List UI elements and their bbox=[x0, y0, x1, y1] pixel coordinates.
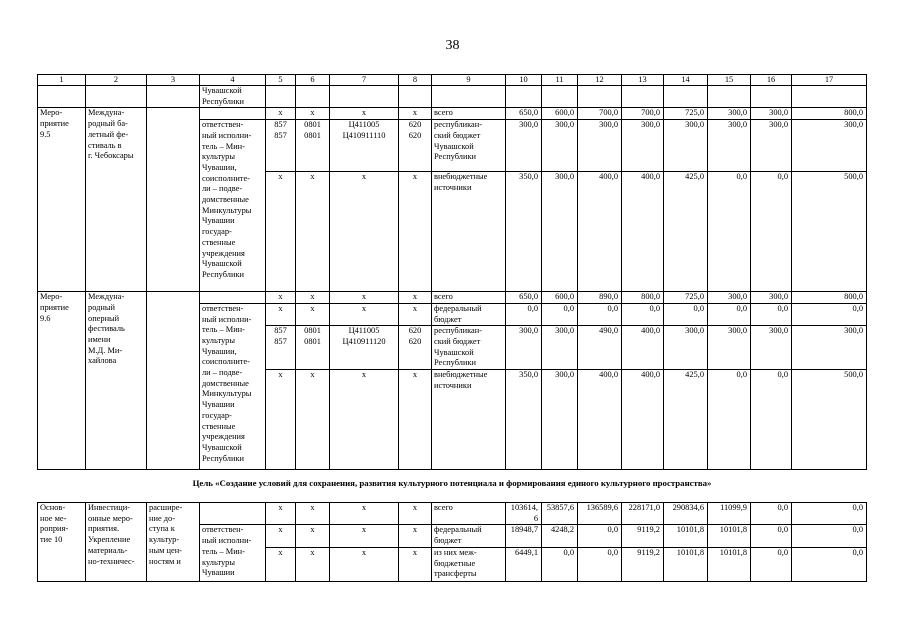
amount-cell: 18948,7 bbox=[506, 525, 542, 547]
amount-cell: 500,0 bbox=[792, 172, 867, 292]
target-article-cell: x bbox=[330, 108, 399, 120]
amount-cell: 400,0 bbox=[622, 370, 664, 470]
amount-cell: 400,0 bbox=[622, 326, 664, 370]
section-cell: x bbox=[296, 292, 330, 304]
amount-cell: 300,0 bbox=[664, 326, 708, 370]
om10-row bbox=[38, 503, 867, 525]
executor-cell: ответствен- ный исполни- тель – Мин- культуры Чувашии, соисполните- ли – подве- домственные Минкультуры Чувашии государ- ственные учреждения Чувашской Республики bbox=[200, 303, 266, 469]
measure-name-cell: Междуна- родный ба- летный фе- стиваль в г. Чебоксары bbox=[86, 108, 147, 292]
funding-source-cell: всего bbox=[432, 108, 506, 120]
expense-group-cell: 620 620 bbox=[399, 326, 432, 370]
amount-cell: 300,0 bbox=[542, 326, 578, 370]
amount-cell: 400,0 bbox=[578, 172, 622, 292]
table-cell bbox=[399, 86, 432, 108]
page-number: 38 bbox=[445, 38, 460, 53]
table-cell bbox=[664, 86, 708, 108]
amount-cell: 103614,6 bbox=[506, 503, 542, 525]
table-cell bbox=[578, 86, 622, 108]
amount-cell: 300,0 bbox=[708, 326, 751, 370]
goal-cell: расшире- ние до- ступа к культур- ным цен- ностям и bbox=[147, 503, 200, 582]
section-cell: x bbox=[296, 503, 330, 525]
amount-cell: 300,0 bbox=[542, 172, 578, 292]
table-cell bbox=[147, 86, 200, 108]
amount-cell: 425,0 bbox=[664, 172, 708, 292]
amount-cell: 700,0 bbox=[578, 108, 622, 120]
grbs-cell: x bbox=[266, 172, 296, 292]
expense-group-cell: x bbox=[399, 172, 432, 292]
column-header: 4 bbox=[200, 75, 266, 86]
amount-cell: 0,0 bbox=[542, 547, 578, 581]
target-article-cell: x bbox=[330, 525, 399, 547]
amount-cell: 300,0 bbox=[751, 120, 792, 172]
amount-cell: 0,0 bbox=[542, 303, 578, 325]
funding-source-cell: из них меж- бюджетные трансферты bbox=[432, 547, 506, 581]
section-cell: x bbox=[296, 525, 330, 547]
amount-cell: 0,0 bbox=[751, 172, 792, 292]
table-cell bbox=[266, 86, 296, 108]
column-header: 7 bbox=[330, 75, 399, 86]
expense-group-cell: x bbox=[399, 370, 432, 470]
table-cell bbox=[147, 108, 200, 292]
section-cell: 0801 0801 bbox=[296, 326, 330, 370]
amount-cell: 300,0 bbox=[708, 292, 751, 304]
grbs-cell: x bbox=[266, 370, 296, 470]
amount-cell: 650,0 bbox=[506, 292, 542, 304]
column-header: 17 bbox=[792, 75, 867, 86]
amount-cell: 6449,1 bbox=[506, 547, 542, 581]
grbs-cell: x bbox=[266, 547, 296, 581]
column-header: 6 bbox=[296, 75, 330, 86]
section-cell: x bbox=[296, 108, 330, 120]
amount-cell: 0,0 bbox=[792, 547, 867, 581]
column-header: 14 bbox=[664, 75, 708, 86]
amount-cell: 0,0 bbox=[578, 547, 622, 581]
amount-cell: 300,0 bbox=[622, 120, 664, 172]
measure-name-cell: Междуна- родный оперный фестиваль имени М.Д. Ми- хайлова bbox=[86, 292, 147, 470]
target-article-cell: Ц411005 Ц410911110 bbox=[330, 120, 399, 172]
grbs-cell: x bbox=[266, 525, 296, 547]
grbs-cell: x bbox=[266, 108, 296, 120]
amount-cell: 0,0 bbox=[792, 303, 867, 325]
table-cell bbox=[751, 86, 792, 108]
amount-cell: 10101,8 bbox=[708, 547, 751, 581]
executor-cell bbox=[200, 108, 266, 120]
grbs-cell: 857 857 bbox=[266, 326, 296, 370]
amount-cell: 300,0 bbox=[708, 108, 751, 120]
amount-cell: 9119,2 bbox=[622, 547, 664, 581]
column-header: 13 bbox=[622, 75, 664, 86]
target-article-cell: x bbox=[330, 370, 399, 470]
goal-row bbox=[38, 470, 867, 497]
continuation-row bbox=[38, 86, 867, 108]
table-cell bbox=[86, 86, 147, 108]
section-cell: x bbox=[296, 547, 330, 581]
column-header: 12 bbox=[578, 75, 622, 86]
amount-cell: 600,0 bbox=[542, 292, 578, 304]
grbs-cell: x bbox=[266, 503, 296, 525]
amount-cell: 425,0 bbox=[664, 370, 708, 470]
column-header: 11 bbox=[542, 75, 578, 86]
executor-cell: ответствен- ный исполни- тель – Мин- культуры Чувашии bbox=[200, 525, 266, 581]
amount-cell: 11099,9 bbox=[708, 503, 751, 525]
amount-cell: 500,0 bbox=[792, 370, 867, 470]
amount-cell: 300,0 bbox=[506, 120, 542, 172]
table-cell bbox=[147, 292, 200, 470]
expense-group-cell: x bbox=[399, 108, 432, 120]
amount-cell: 10101,8 bbox=[664, 547, 708, 581]
amount-cell: 350,0 bbox=[506, 172, 542, 292]
funding-source-cell: внебюджетные источники bbox=[432, 172, 506, 292]
column-header: 16 bbox=[751, 75, 792, 86]
expense-group-cell: x bbox=[399, 303, 432, 325]
table-cell bbox=[506, 86, 542, 108]
expense-group-cell: x bbox=[399, 547, 432, 581]
amount-cell: 0,0 bbox=[578, 525, 622, 547]
funding-source-cell: федеральный бюджет bbox=[432, 525, 506, 547]
m95-row bbox=[38, 108, 867, 120]
table-cell bbox=[38, 86, 86, 108]
executor-cell bbox=[200, 292, 266, 304]
measure-name-cell: Инвестици- онные меро- приятия. Укрепление материаль- но-техничес- bbox=[86, 503, 147, 582]
expense-group-cell: 620 620 bbox=[399, 120, 432, 172]
target-article-cell: x bbox=[330, 503, 399, 525]
section-cell: x bbox=[296, 172, 330, 292]
amount-cell: 300,0 bbox=[664, 120, 708, 172]
amount-cell: 9119,2 bbox=[622, 525, 664, 547]
amount-cell: 490,0 bbox=[578, 326, 622, 370]
amount-cell: 0,0 bbox=[622, 303, 664, 325]
table-cell bbox=[792, 86, 867, 108]
amount-cell: 0,0 bbox=[751, 303, 792, 325]
amount-cell: 725,0 bbox=[664, 292, 708, 304]
measure-number-cell: Меро- приятие 9.6 bbox=[38, 292, 86, 470]
expense-group-cell: x bbox=[399, 292, 432, 304]
amount-cell: 800,0 bbox=[792, 292, 867, 304]
target-article-cell: Ц411005 Ц410911120 bbox=[330, 326, 399, 370]
executor-cell: Чувашской Республики bbox=[200, 86, 266, 108]
amount-cell: 300,0 bbox=[751, 292, 792, 304]
executor-cell: ответствен- ный исполни- тель – Мин- культуры Чувашии, соисполните- ли – подве- домственные Минкультуры Чувашии государ- ственные учреждения Чувашской Республики bbox=[200, 120, 266, 292]
amount-cell: 300,0 bbox=[708, 120, 751, 172]
executor-cell bbox=[200, 503, 266, 525]
amount-cell: 300,0 bbox=[578, 120, 622, 172]
funding-source-cell: республикан- ский бюджет Чувашской Республики bbox=[432, 120, 506, 172]
amount-cell: 136589,6 bbox=[578, 503, 622, 525]
measure-number-cell: Меро- приятие 9.5 bbox=[38, 108, 86, 292]
target-article-cell: x bbox=[330, 292, 399, 304]
amount-cell: 300,0 bbox=[751, 108, 792, 120]
section-cell: x bbox=[296, 303, 330, 325]
column-header: 1 bbox=[38, 75, 86, 86]
amount-cell: 228171,0 bbox=[622, 503, 664, 525]
funding-source-cell: внебюджетные источники bbox=[432, 370, 506, 470]
amount-cell: 890,0 bbox=[578, 292, 622, 304]
amount-cell: 0,0 bbox=[751, 547, 792, 581]
amount-cell: 0,0 bbox=[792, 503, 867, 525]
amount-cell: 725,0 bbox=[664, 108, 708, 120]
amount-cell: 0,0 bbox=[708, 172, 751, 292]
amount-cell: 290834,6 bbox=[664, 503, 708, 525]
column-header: 9 bbox=[432, 75, 506, 86]
amount-cell: 300,0 bbox=[792, 326, 867, 370]
amount-cell: 300,0 bbox=[792, 120, 867, 172]
expense-group-cell: x bbox=[399, 503, 432, 525]
column-header: 5 bbox=[266, 75, 296, 86]
budget-table bbox=[37, 74, 867, 582]
amount-cell: 800,0 bbox=[622, 292, 664, 304]
expense-group-cell: x bbox=[399, 525, 432, 547]
table-cell bbox=[622, 86, 664, 108]
table-cell bbox=[708, 86, 751, 108]
amount-cell: 700,0 bbox=[622, 108, 664, 120]
funding-source-cell: всего bbox=[432, 503, 506, 525]
table-cell bbox=[542, 86, 578, 108]
amount-cell: 0,0 bbox=[751, 370, 792, 470]
table-cell bbox=[330, 86, 399, 108]
amount-cell: 10101,8 bbox=[708, 525, 751, 547]
table-cell bbox=[296, 86, 330, 108]
amount-cell: 4248,2 bbox=[542, 525, 578, 547]
amount-cell: 0,0 bbox=[664, 303, 708, 325]
amount-cell: 0,0 bbox=[792, 525, 867, 547]
amount-cell: 0,0 bbox=[751, 503, 792, 525]
amount-cell: 0,0 bbox=[578, 303, 622, 325]
grbs-cell: x bbox=[266, 303, 296, 325]
amount-cell: 800,0 bbox=[792, 108, 867, 120]
section-cell: x bbox=[296, 370, 330, 470]
column-header: 15 bbox=[708, 75, 751, 86]
amount-cell: 400,0 bbox=[578, 370, 622, 470]
target-article-cell: x bbox=[330, 547, 399, 581]
amount-cell: 350,0 bbox=[506, 370, 542, 470]
section-cell: 0801 0801 bbox=[296, 120, 330, 172]
funding-source-cell: всего bbox=[432, 292, 506, 304]
amount-cell: 600,0 bbox=[542, 108, 578, 120]
amount-cell: 0,0 bbox=[751, 525, 792, 547]
column-header: 10 bbox=[506, 75, 542, 86]
amount-cell: 10101,8 bbox=[664, 525, 708, 547]
m96-row bbox=[38, 292, 867, 304]
amount-cell: 300,0 bbox=[751, 326, 792, 370]
table-cell bbox=[432, 86, 506, 108]
amount-cell: 300,0 bbox=[542, 370, 578, 470]
funding-source-cell: федеральный бюджет bbox=[432, 303, 506, 325]
column-header: 2 bbox=[86, 75, 147, 86]
header-row bbox=[38, 75, 867, 86]
goal-heading: Цель «Создание условий для сохранения, развития культурного потенциала и формирования единого культурного пространства» bbox=[192, 478, 712, 489]
amount-cell: 400,0 bbox=[622, 172, 664, 292]
measure-number-cell: Основ- ное ме- роприя- тие 10 bbox=[38, 503, 86, 582]
amount-cell: 0,0 bbox=[506, 303, 542, 325]
amount-cell: 300,0 bbox=[542, 120, 578, 172]
amount-cell: 300,0 bbox=[506, 326, 542, 370]
target-article-cell: x bbox=[330, 172, 399, 292]
amount-cell: 0,0 bbox=[708, 303, 751, 325]
grbs-cell: 857 857 bbox=[266, 120, 296, 172]
amount-cell: 0,0 bbox=[708, 370, 751, 470]
amount-cell: 650,0 bbox=[506, 108, 542, 120]
column-header: 8 bbox=[399, 75, 432, 86]
grbs-cell: x bbox=[266, 292, 296, 304]
target-article-cell: x bbox=[330, 303, 399, 325]
column-header: 3 bbox=[147, 75, 200, 86]
amount-cell: 53857,6 bbox=[542, 503, 578, 525]
funding-source-cell: республикан- ский бюджет Чувашской Республики bbox=[432, 326, 506, 370]
